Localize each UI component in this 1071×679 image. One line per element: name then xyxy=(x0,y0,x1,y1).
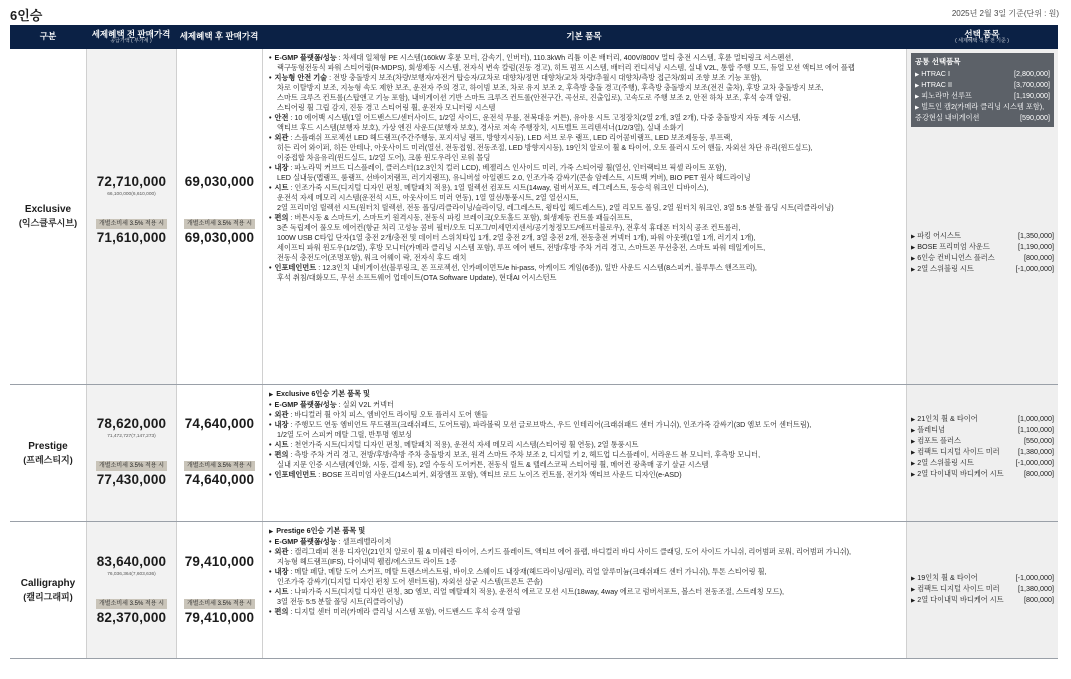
tax-tag: 개별소비세 3.5% 적용 시 xyxy=(96,599,167,609)
feature-line xyxy=(269,460,906,470)
feature-text: : 버튼시동 & 스마트키, 스마트키 원격시동, 전동식 파킹 브레이크(오토홀드 포함), 회생제동 컨트롤 패들쉬프트, xyxy=(288,213,633,222)
page-title: 6인승 xyxy=(10,8,43,23)
feature-line xyxy=(269,173,906,183)
feature-text: : 차세대 일체형 PE 시스템(160kW 후륜 모터, 감속기, 인버터), 110.3kWh 리튬 이온 배터리, 400V/800V 멀티 충전 시스템, 후륜 멀티링크 서스펜션, xyxy=(336,53,794,62)
feature-line xyxy=(269,153,906,163)
feature-line xyxy=(269,203,906,213)
feature-line xyxy=(269,223,906,233)
option-price: [590,000] xyxy=(1020,113,1050,122)
pre-price: 72,710,000 xyxy=(96,174,167,189)
feature-text: 후석 취침/대화모드, 무선 소프트웨어 업데이트(OTA Software Update), 현대AI 어시스턴트 xyxy=(277,273,557,282)
trim-name-en: Exclusive xyxy=(24,204,72,215)
trim-name-ko: (익스클루시브) xyxy=(18,218,78,228)
option-name: ▶ 컴포트 플러스 xyxy=(911,436,961,447)
feature-line xyxy=(269,537,906,547)
post-price-tax: 69,030,000 xyxy=(184,230,255,245)
option-price: [-1,000,000] xyxy=(1015,458,1054,467)
feature-category: 외관 xyxy=(274,133,289,142)
header-post-price-cell xyxy=(176,25,262,49)
feature-text: : 디지털 센터 미러(카메라 클리닝 시스템 포함), 어드밴스드 후석 승객 알림 xyxy=(288,607,521,616)
feature-text: : 메탈 페달, 메탈 도어 스커프, 메탈 트렌스버스트림, 바이오 스웨이드 내장재(헤드라이닝/필러), 리얼 알루미늄(크래쉬패드 센터 가니쉬), 투톤 스티어링 휠, xyxy=(288,567,767,576)
pre-price-supply: 66,100,000(6,610,000) xyxy=(107,191,156,197)
feature-line xyxy=(269,213,906,223)
option-item xyxy=(911,264,1054,275)
option-price: [550,000] xyxy=(1024,436,1054,445)
feature-text: : 파노라믹 커브드 디스플레이, 클러스터(12.3인치 컬러 LCD), 베젤리스 인사이드 미러, 가죽 스티어링 휠(열선, 인터랙티브 픽셀 라이트 포함), xyxy=(288,163,727,172)
options-cell xyxy=(906,385,1058,521)
feature-text: : 실외 V2L 커넥터 xyxy=(336,400,394,409)
pre-price-tax: 82,370,000 xyxy=(96,610,167,625)
header-pre-price-cell xyxy=(86,25,176,49)
feature-category: E-GMP 플랫폼/성능 xyxy=(274,53,337,62)
common-option-item xyxy=(915,80,1050,91)
post-price-cell xyxy=(176,385,262,521)
feature-line xyxy=(269,133,906,143)
feature-category: 내장 xyxy=(274,420,289,429)
feature-text: 지능형 헤드램프(IFS), 다이내믹 웰컴/에스코트 라이트 1종 xyxy=(277,557,457,566)
feature-line xyxy=(269,400,906,410)
pre-price-tax: 71,610,000 xyxy=(96,230,167,245)
header-options-sub: ( 세제혜택 적용 전 기준 ) xyxy=(955,37,1009,44)
feature-line xyxy=(269,143,906,153)
feature-category: 내장 xyxy=(274,567,289,576)
feature-text: 이중접합 차음유리(윈드실드, 1/2열 도어), 크롬 윈도우라인 로워 몰딩 xyxy=(277,153,491,162)
option-name: ▶ 6인승 컨비니언스 플러스 xyxy=(911,253,995,264)
feature-category: 외관 xyxy=(274,410,289,419)
feature-line xyxy=(269,273,906,283)
feature-category: 편의 xyxy=(274,213,289,222)
option-price: [1,190,000] xyxy=(1018,242,1054,251)
table-header xyxy=(10,25,1058,49)
feature-line xyxy=(269,263,906,273)
feature-text: : 천연가죽 시트(디지털 디자인 펀칭, 메탈패치 적용), 운전석 자세 메모리 시스템(스티어링 휠 연동), 2열 통풍시트 xyxy=(288,440,639,449)
post-price-tax: 79,410,000 xyxy=(184,610,255,625)
feature-text: 히든 리어 와이퍼, 히든 안테나, 아웃사이드 미러(열선, 전동접힘, 전동조절, LED 방향지시등), 19인치 알로이 휠 & 타이어, 오토 플러시 도어 핸들, 자외선 차단 유리(윈드실드), xyxy=(277,143,813,152)
option-price: [2,800,000] xyxy=(1014,69,1050,78)
options-cell xyxy=(906,49,1058,384)
option-name: ▶ 2열 다이내믹 바디케어 시트 xyxy=(911,595,1004,606)
feature-text: : 바디컬러 휠 아치 피스, 엠비언트 라이팅 오토 플러시 도어 핸들 xyxy=(288,410,488,419)
feature-text: : 인조가죽 시트(디지털 디자인 펀칭, 메탈패치 적용), 1열 릴렉션 컴포트 시트(14way, 럼버서포트, 레그레스트, 동승석 워크인 디바이스), xyxy=(288,183,709,192)
options-cell xyxy=(906,522,1058,658)
tax-tag: 개별소비세 3.5% 적용 시 xyxy=(184,599,255,609)
trim-name-ko: (프레스티지) xyxy=(23,454,73,465)
features-cell xyxy=(262,49,906,384)
header-features-cell xyxy=(262,25,906,49)
feature-text: : 12.3인치 내비게이션(블루링크, 폰 프로젝션, 인카페이먼트/e hi-pass, 아케이드 게임(6종)), 일반 사운드 시스템(8스피커, 블루투스 핸즈프리), xyxy=(316,263,757,272)
option-price: [1,190,000] xyxy=(1014,91,1050,100)
option-item xyxy=(911,242,1054,253)
feature-line xyxy=(269,450,906,460)
post-price: 74,640,000 xyxy=(184,416,255,431)
feature-line xyxy=(269,253,906,263)
features-cell xyxy=(262,522,906,658)
option-price: [800,000] xyxy=(1024,253,1054,262)
pre-price-tax-group xyxy=(87,599,176,626)
feature-text: 랙구동형전동식 파워 스티어링(R-MDPS), 회생제동 시스템, 전자식 변속 칼럼(진동 경고), 히트 펌프 시스템, 배터리 컨디셔닝 시스템, 실내 V2L, 통합 주행 모드, 듀얼 모션 액티브 에어 플랩 xyxy=(277,63,855,72)
feature-category: 인포테인먼트 xyxy=(274,470,317,479)
feature-line xyxy=(269,103,906,113)
option-item xyxy=(911,447,1054,458)
feature-text: 3존 독립제어 풀오토 에어컨(항균 처리 고성능 콤비 필터/오토 디포그/미세먼지센서/공기청정모드/애프터블로우), 전후석 휴대폰 터치식 공조 컨트롤러, xyxy=(277,223,741,232)
feature-text: : 10 에어백 시스템(1열 어드밴스드/센터사이드, 1/2열 사이드, 운전석 무릎, 전복대응 커튼), 유아용 시트 고정장치(2열 2개, 3열 2개), 다중 충돌방지 자동 제동 시스템, xyxy=(288,113,801,122)
feature-line xyxy=(269,73,906,83)
option-price: [1,380,000] xyxy=(1018,447,1054,456)
header-pre-price: 세제혜택 전 판매가격 xyxy=(91,28,171,39)
common-option-item xyxy=(915,69,1050,80)
option-item xyxy=(911,573,1054,584)
feature-line xyxy=(269,389,906,400)
trim-cell xyxy=(10,385,86,521)
feature-text: 실내 지문 인증 시스템(제인화, 시동, 결제 등), 2열 수동식 도어커튼, 전동식 릴트 & 텔레스코픽 스티어링 휠, 메어컨 광촉매 공기 살균 시스템 xyxy=(277,460,709,469)
pre-price-cell xyxy=(86,385,176,521)
feature-text: : 측방 주차 거리 경고, 전방/후방/측방 주차 충돌방지 보조, 원격 스마트 주차 보조 2, 디지털 키 2, 헤드업 디스플레이, 서라운드 뷰 모니터, 후측방 모니터, xyxy=(288,450,761,459)
pre-price-tax-group xyxy=(87,461,176,488)
feature-text: : 주행모드 연동 엠비언트 무드램프(크래쉬패드, 도어트림), 파라볼릭 모션 글로브박스, 우드 인테리어(크래쉬패드 센터 가니쉬), 인조가죽 감싸기(3D 엠보 도어 센터트림), xyxy=(288,420,812,429)
feature-text: 운전석 자세 메모리 시스템(운전석 시트, 아웃사이드 미러 연동), 1열 열선/통풍시트, 2열 열선시트, xyxy=(277,193,579,202)
feature-category: Exclusive 6인승 기본 품목 및 xyxy=(276,389,370,398)
header-trim-cell xyxy=(10,25,86,49)
option-name: ▶ 컴팩트 디지털 사이드 미러 xyxy=(911,447,1000,458)
option-item xyxy=(911,595,1054,606)
feature-line xyxy=(269,113,906,123)
option-item xyxy=(911,425,1054,436)
feature-line xyxy=(269,567,906,577)
option-price: [-1,000,000] xyxy=(1015,264,1054,273)
feature-line xyxy=(269,63,906,73)
option-price: [-1,000,000] xyxy=(1015,573,1054,582)
feature-category: 지능형 안전 기술 xyxy=(274,73,328,82)
feature-line xyxy=(269,183,906,193)
features-cell xyxy=(262,385,906,521)
pre-price-group xyxy=(87,417,176,439)
feature-text: 1/2열 도어 스피커 메탈 그릴, 반투명 엠보싱 xyxy=(277,430,413,439)
post-price: 69,030,000 xyxy=(184,174,255,189)
header-options-cell xyxy=(906,25,1058,49)
header-options: 선택 품목 xyxy=(964,28,1000,39)
header-pre-price-sub: 공급가액 ( 부가세 ) xyxy=(110,37,152,44)
tax-tag: 개별소비세 3.5% 적용 시 xyxy=(184,219,255,229)
post-price-group xyxy=(177,555,262,570)
header-post-price: 세제혜택 후 판매가격 xyxy=(179,31,259,42)
pre-price: 83,640,000 xyxy=(96,554,167,569)
feature-line xyxy=(269,410,906,420)
pre-price-group xyxy=(87,555,176,577)
feature-line xyxy=(269,440,906,450)
feature-line xyxy=(269,83,906,93)
option-list xyxy=(911,231,1054,275)
post-price-tax-group xyxy=(177,461,262,488)
feature-text: LED 실내등(맵램프, 룸램프, 선바이저램프, 러기지램프), 유니버설 아일랜드 2.0, 인조가죽 감싸기(콘솔 암레스트, 시트백 커버), BIO PET 원사 헤드라이닝 xyxy=(277,173,751,182)
feature-category: 편의 xyxy=(274,607,289,616)
pre-price: 78,620,000 xyxy=(96,416,167,431)
option-price: [1,100,000] xyxy=(1018,425,1054,434)
common-options-box xyxy=(911,53,1054,127)
tax-tag: 개별소비세 3.5% 적용 시 xyxy=(184,461,255,471)
trim-row xyxy=(10,385,1058,522)
option-item xyxy=(911,584,1054,595)
trim-name-ko: (캘리그래피) xyxy=(23,591,73,602)
trim-name-en: Calligraphy xyxy=(20,577,76,589)
feature-line xyxy=(269,607,906,617)
feature-line xyxy=(269,163,906,173)
feature-category: 시트 xyxy=(274,587,289,596)
option-name: 증강현실 내비게이션 xyxy=(915,113,980,122)
pre-price-group xyxy=(87,175,176,197)
option-name: ▶ 피노라마 선루프 xyxy=(915,91,972,102)
feature-category: E-GMP 플랫폼/성능 xyxy=(274,537,337,546)
feature-text: 스마트 크루즈 컨트롤(스탑앤고 기능 포함), 내비게이션 기반 스마트 크루즈 컨트롤(안전구간, 곡선로, 진출입로), 고속도로 주행 보조 2, 안전 하차 보조, 후석 승객 알림, xyxy=(277,93,791,102)
option-name: ▶ 컴팩트 디지털 사이드 미러 xyxy=(911,584,1000,595)
feature-line xyxy=(269,557,906,567)
option-price: [3,700,000] xyxy=(1014,80,1050,89)
pre-price-cell xyxy=(86,49,176,384)
option-name: ▶ 2열 스위블링 시트 xyxy=(911,264,974,275)
feature-text: : 전방 충돌방지 보조(차량/보행자/자전거 탑승자/교차로 대향차/정면 대향차/교차 차량/추월시 대향차/측방 접근차/회피 조향 보조 기능 포함), xyxy=(327,73,762,82)
option-list xyxy=(911,414,1054,480)
feature-text: : 셀프레벨라이저 xyxy=(336,537,392,546)
pre-price-supply: 76,036,364(7,603,636) xyxy=(107,571,156,577)
option-price: [1,350,000] xyxy=(1018,231,1054,240)
feature-line xyxy=(269,53,906,63)
feature-category: 내장 xyxy=(274,163,289,172)
pre-price-tax: 77,430,000 xyxy=(96,472,167,487)
common-option-item xyxy=(915,91,1050,102)
feature-category: 인포테인먼트 xyxy=(274,263,317,272)
option-name: ▶ 파킹 어시스트 xyxy=(911,231,961,242)
option-name: ▶ 2열 스위블링 시트 xyxy=(911,458,974,469)
pre-price-cell xyxy=(86,522,176,658)
option-name: ▶ 2열 다이내믹 바디케어 시트 xyxy=(911,469,1004,480)
feature-text: 2열 프리미엄 릴렉션 시트(원터치 릴렉션, 전동 폴딩/리클라이닝/슬라이딩, 레그레스트, 윙타입 헤드레스트), 2열 리모트 폴딩, 2열 원터치 워크인, 3열 5:5 분할 폴딩 시트(리클라이닝) xyxy=(277,203,834,212)
option-name: ▶ HTRAC II xyxy=(915,80,952,91)
pre-price-supply: 71,472,727(7,147,273) xyxy=(107,433,156,439)
feature-text: 세이프티 파워 윈도우(1/2열), 후방 모니터(카메라 클리닝 시스템 포함), 루프 에어 벤트, 전방/후방 주차 거리 경고, 스마트폰 무선충전, 스마트 파워 테일게이트, xyxy=(277,243,766,252)
common-option-item xyxy=(915,102,1050,113)
feature-category: 시트 xyxy=(274,440,289,449)
post-price-group xyxy=(177,417,262,432)
feature-category: 편의 xyxy=(274,450,289,459)
option-item xyxy=(911,253,1054,264)
feature-line xyxy=(269,243,906,253)
option-name: ▶ BOSE 프리미엄 사운드 xyxy=(911,242,990,253)
feature-line xyxy=(269,597,906,607)
post-price-tax-group xyxy=(177,599,262,626)
option-item xyxy=(911,231,1054,242)
feature-text: 100W USB C타입 단자(1열 충전 2개/충전 및 데이터 스위치타입 1개, 2열 충전 2개, 3열 충전 2개, 전동충전 커넥터 1개), 파워 아웃렛(1열 1개, 러기지 1개), xyxy=(277,233,756,242)
option-item xyxy=(911,436,1054,447)
feature-text: 인조가죽 감싸기(디지털 디자인 펀칭 도어 센터트림), 자외선 살균 시스템(프론트 콘솔) xyxy=(277,577,543,586)
option-list xyxy=(911,573,1054,606)
pre-price-tax-group xyxy=(87,219,176,246)
date-note: 2025년 2월 3일 기준(단위 : 원) xyxy=(951,9,1059,18)
feature-line xyxy=(269,193,906,203)
common-options-title: 공통 선택품목 xyxy=(915,57,961,66)
trim-row xyxy=(10,522,1058,659)
trim-name-en: Prestige xyxy=(28,440,68,452)
post-price-group xyxy=(177,175,262,190)
post-price-cell xyxy=(176,522,262,658)
feature-line xyxy=(269,420,906,430)
feature-line xyxy=(269,233,906,243)
feature-text: 전동식 충전도어(조명포함), 워크 어웨이 락, 전자식 후드 래치 xyxy=(277,253,467,262)
common-option-item xyxy=(915,113,1050,124)
option-name: ▶ 플레티넘 xyxy=(911,425,945,436)
trim-cell xyxy=(10,522,86,658)
option-name: ▶ 빌트인 캠2(카메라 클리닝 시스템 포함), xyxy=(915,102,1044,113)
tax-tag: 개별소비세 3.5% 적용 시 xyxy=(96,219,167,229)
trim-row xyxy=(10,49,1058,385)
feature-category: 외관 xyxy=(274,547,289,556)
post-price-cell xyxy=(176,49,262,384)
feature-text: 차로 이탈방지 보조, 지능형 속도 제한 보조, 운전자 주의 경고, 하이빔 보조, 차로 유지 보조 2, 후측방 충돌 경고(주행), 후측방 충돌방지 보조(전진 출차), 후방 교차 충돌방지 보조, xyxy=(277,83,824,92)
option-name: ▶ 19인치 휠 & 타이어 xyxy=(911,573,978,584)
option-price: [800,000] xyxy=(1024,469,1054,478)
option-price: [1,380,000] xyxy=(1018,584,1054,593)
trim-cell xyxy=(10,49,86,384)
option-item xyxy=(911,414,1054,425)
tax-tag: 개별소비세 3.5% 적용 시 xyxy=(96,461,167,471)
post-price-tax: 74,640,000 xyxy=(184,472,255,487)
feature-line xyxy=(269,123,906,133)
feature-text: 3열 전동 5:5 분할 폴딩 시트(리클라이닝) xyxy=(277,597,403,606)
feature-category: Prestige 6인승 기본 품목 및 xyxy=(276,526,366,535)
feature-line xyxy=(269,587,906,597)
post-price: 79,410,000 xyxy=(184,554,255,569)
option-price: [800,000] xyxy=(1024,595,1054,604)
feature-text: : 캘리그래피 전용 디자인(21인치 알로이 휠 & 미쉐린 타이어, 스키드 플레이트, 액티브 에어 플랩, 바디컬러 바디 사이드 클래딩, 도어 사이드 가니쉬, 리어범퍼 로워, 리어범퍼 가니쉬), xyxy=(288,547,851,556)
option-name: ▶ HTRAC I xyxy=(915,69,950,80)
feature-line xyxy=(269,93,906,103)
feature-text: : 스플래쉬 프로젝션 LED 헤드램프(주간주행등, 포지셔닝 램프, 방향지시등), LED 서브 로우 램프, LED 리어콤비램프, LED 보조제동등, 루프랙, xyxy=(288,133,733,142)
feature-line xyxy=(269,547,906,557)
feature-line xyxy=(269,526,906,537)
header-trim: 구분 xyxy=(39,31,57,42)
feature-text: : BOSE 프리미엄 사운드(14스피커, 외장앰프 포함), 액티브 로드 노이즈 컨트롤, 전기차 액티브 사운드 디자인(e-ASD) xyxy=(316,470,682,479)
feature-line xyxy=(269,430,906,440)
option-item xyxy=(911,469,1054,480)
feature-line xyxy=(269,470,906,480)
post-price-tax-group xyxy=(177,219,262,246)
feature-category: 안전 xyxy=(274,113,289,122)
feature-category: 시트 xyxy=(274,183,289,192)
option-item xyxy=(911,458,1054,469)
feature-text: 스티어링 휠 그립 감지, 진동 경고 스티어링 휠, 운전자 모니터링 시스템 xyxy=(277,103,496,112)
feature-category: E-GMP 플랫폼/성능 xyxy=(274,400,337,409)
option-price: [1,000,000] xyxy=(1018,414,1054,423)
header-features: 기본 품목 xyxy=(566,31,602,42)
feature-text: 액티브 후드 시스템(보행자 보호), 가상 엔진 사운드(보행자 보호), 경사로 저속 주행장치, 시트벨트 프리텐셔너(1/2/3열), 실내 소화기 xyxy=(277,123,684,132)
option-name: ▶ 21인치 휠 & 타이어 xyxy=(911,414,978,425)
feature-text: : 나파가죽 시트(디지털 디자인 펀칭, 3D 엠보, 리얼 메탈패치 적용), 운전석 에르고 모션 시트(18way, 4way 에르고 럼버서포트, 볼스터 전동조절, 스트레칭 모드), xyxy=(288,587,784,596)
feature-line xyxy=(269,577,906,587)
